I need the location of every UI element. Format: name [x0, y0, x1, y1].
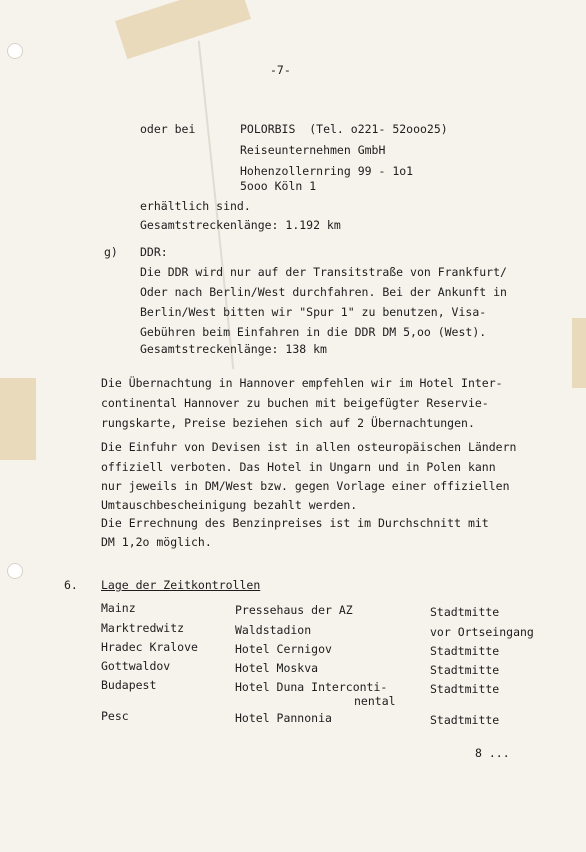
- location-cell: Stadtmitte: [430, 605, 500, 619]
- punch-hole-bottom: [7, 563, 23, 579]
- city-cell: Pesc: [101, 709, 129, 723]
- section-g-line: Die DDR wird nur auf der Transitstraße von Frankfurt/: [140, 265, 507, 279]
- location-cell: vor Ortseingang: [430, 625, 534, 639]
- devisen-paragraph-line: offiziell verboten. Das Hotel in Ungarn und in Polen kann: [101, 460, 496, 474]
- body-line: erhältlich sind.: [140, 199, 251, 213]
- city-cell: Budapest: [101, 678, 157, 692]
- devisen-paragraph-line: Die Errechnung des Benzinpreises ist im Durchschnitt mit: [101, 516, 489, 530]
- location-cell: Stadtmitte: [430, 663, 500, 677]
- section-g-line: Berlin/West bitten wir "Spur 1" zu benutzen, Visa-: [140, 305, 487, 319]
- location-cell: Stadtmitte: [430, 713, 500, 727]
- city-cell: Hradec Kralove: [101, 640, 198, 654]
- location-cell: Stadtmitte: [430, 682, 500, 696]
- devisen-paragraph-line: Umtauschbescheinigung bezahlt werden.: [101, 498, 358, 512]
- polorbis-line: Reiseunternehmen GmbH: [240, 143, 386, 157]
- city-cell: Marktredwitz: [101, 621, 185, 635]
- tape-right: [572, 318, 586, 388]
- hotel-paragraph-line: continental Hannover zu buchen mit beigefügter Reservie-: [101, 396, 489, 410]
- location-cell: Stadtmitte: [430, 644, 500, 658]
- section-g-line: DDR:: [140, 245, 168, 259]
- polorbis-prefix: oder bei: [140, 122, 196, 136]
- place-cell: Hotel Duna Interconti-: [235, 680, 388, 694]
- section-g-line: Gebühren beim Einfahren in die DDR DM 5,oo (West).: [140, 325, 487, 339]
- devisen-paragraph-line: nur jeweils in DM/West bzw. gegen Vorlage einer offiziellen: [101, 479, 510, 493]
- polorbis-line: 5ooo Köln 1: [240, 179, 317, 193]
- place-cell: Hotel Cernigov: [235, 642, 332, 656]
- body-line: Gesamtstreckenlänge: 1.192 km: [140, 218, 341, 232]
- section-g-line: Gesamtstreckenlänge: 138 km: [140, 342, 327, 356]
- polorbis-line: Hohenzollernring 99 - 1o1: [240, 164, 414, 178]
- polorbis-line: POLORBIS (Tel. o221- 52ooo25): [240, 122, 448, 136]
- section-6-number: 6.: [64, 578, 78, 592]
- hotel-paragraph-line: Die Übernachtung in Hannover empfehlen wir im Hotel Inter-: [101, 376, 503, 390]
- devisen-paragraph-line: DM 1,2o möglich.: [101, 535, 212, 549]
- section-g-marker: g): [104, 245, 118, 259]
- section-6-heading: Lage der Zeitkontrollen: [101, 578, 261, 592]
- tape-left: [0, 378, 36, 460]
- city-cell: Mainz: [101, 601, 136, 615]
- city-cell: Gottwaldov: [101, 659, 171, 673]
- section-g-line: Oder nach Berlin/West durchfahren. Bei der Ankunft in: [140, 285, 507, 299]
- place-cell: Waldstadion: [235, 623, 312, 637]
- hotel-paragraph-line: rungskarte, Preise beziehen sich auf 2 Übernachtungen.: [101, 416, 475, 430]
- punch-hole-top: [7, 43, 23, 59]
- continuation-marker: 8 ...: [475, 746, 510, 760]
- devisen-paragraph-line: Die Einfuhr von Devisen ist in allen osteuropäischen Ländern: [101, 440, 517, 454]
- place-cell: Pressehaus der AZ: [235, 603, 353, 617]
- place-cell: Hotel Moskva: [235, 661, 319, 675]
- tape-top: [115, 0, 251, 59]
- place-cell-continued: nental: [354, 694, 396, 708]
- place-cell: Hotel Pannonia: [235, 711, 332, 725]
- page-number: -7-: [270, 63, 291, 77]
